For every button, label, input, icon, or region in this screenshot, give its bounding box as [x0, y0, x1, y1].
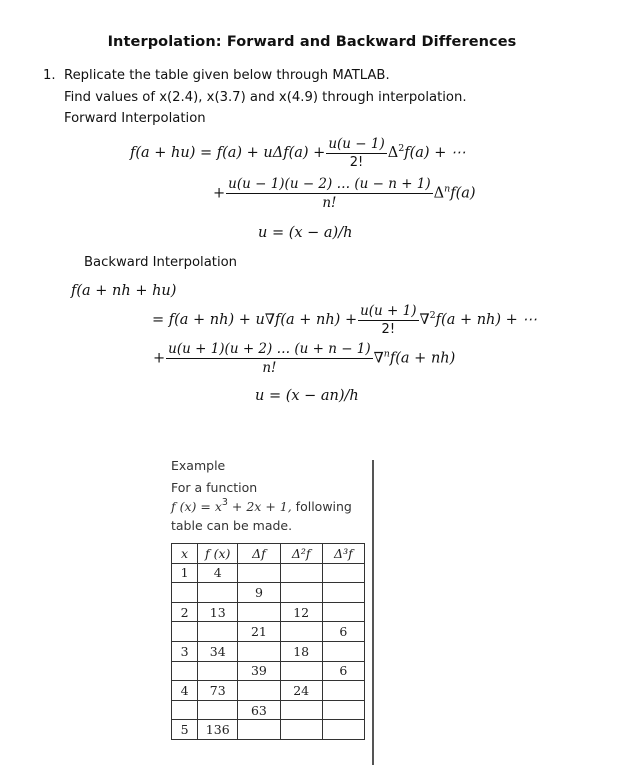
- backward-u-definition: u = (x − an)/h: [255, 388, 359, 404]
- table-cell: [322, 641, 364, 661]
- table-cell: 12: [280, 602, 322, 622]
- example-box: [171, 452, 371, 760]
- task-number: 1.: [43, 68, 56, 83]
- forward-frac2-den: n!: [226, 193, 433, 211]
- example-right-border: [372, 460, 374, 765]
- backward-line2-nabla: ∇: [373, 350, 384, 367]
- backward-line1-start: = f(a + nh) + u∇f(a + nh) +: [152, 312, 358, 328]
- table-cell: [238, 641, 280, 661]
- table-cell: [322, 681, 364, 701]
- forward-line1-delta: Δ: [387, 145, 399, 161]
- table-cell: [198, 700, 238, 720]
- table-cell: [238, 602, 280, 622]
- table-cell: 9: [238, 583, 280, 603]
- table-cell: 4: [198, 563, 238, 583]
- example-function-line: [171, 497, 371, 516]
- table-header-row: [172, 544, 365, 564]
- table-cell: 63: [238, 700, 280, 720]
- table-cell: 34: [198, 641, 238, 661]
- table-cell: 21: [238, 622, 280, 642]
- backward-frac-2: [166, 341, 373, 376]
- example-func-rest: + 2x + 1,: [227, 499, 292, 514]
- table-cell: [172, 661, 198, 681]
- difference-table-body: [172, 544, 365, 740]
- forward-formula-line-2: [213, 176, 476, 211]
- table-cell: 6: [322, 661, 364, 681]
- table-row: [172, 622, 365, 642]
- difference-table: [171, 543, 365, 740]
- table-cell: [280, 563, 322, 583]
- example-heading: Example: [171, 458, 226, 473]
- table-cell: [322, 563, 364, 583]
- forward-line1-exp: 2: [398, 143, 405, 154]
- forward-frac2-num: u(u − 1)(u − 2) … (u − n + 1): [228, 176, 431, 192]
- table-header-cell: x: [172, 544, 198, 564]
- table-cell: 5: [172, 720, 198, 740]
- forward-frac1-num: u(u − 1): [328, 136, 385, 152]
- table-row: [172, 641, 365, 661]
- table-cell: 1: [172, 563, 198, 583]
- forward-line1-lhs: f(a + hu) = f(a) + uΔf(a) +: [130, 145, 326, 161]
- forward-frac-2: [226, 176, 433, 211]
- backward-line2-exp: n: [383, 348, 390, 360]
- forward-frac-1: [326, 136, 386, 170]
- page-title: Interpolation: Forward and Backward Differences: [107, 34, 517, 50]
- table-cell: [238, 563, 280, 583]
- task-line-1: Replicate the table given below through MATLAB.: [64, 68, 390, 83]
- table-cell: 24: [280, 681, 322, 701]
- task-line-2: Find values of x(2.4), x(3.7) and x(4.9) through interpolation.: [64, 90, 467, 105]
- table-cell: [238, 720, 280, 740]
- table-cell: 13: [198, 602, 238, 622]
- table-cell: [322, 583, 364, 603]
- forward-u-definition: u = (x − a)/h: [258, 225, 353, 241]
- backward-frac1-num: u(u + 1): [360, 303, 417, 319]
- table-header-cell: Δf: [238, 544, 280, 564]
- table-cell: [322, 602, 364, 622]
- table-header-cell: Δ²f: [280, 544, 322, 564]
- table-cell: [322, 720, 364, 740]
- backward-frac1-den: 2!: [358, 320, 418, 337]
- table-cell: 6: [322, 622, 364, 642]
- table-cell: [322, 700, 364, 720]
- table-cell: [280, 583, 322, 603]
- example-line-3: table can be made.: [171, 518, 293, 533]
- forward-heading: Forward Interpolation: [64, 111, 206, 126]
- backward-heading: Backward Interpolation: [84, 255, 238, 270]
- table-row: [172, 563, 365, 583]
- forward-line1-end: f(a) + ⋯: [404, 145, 466, 161]
- table-row: [172, 681, 365, 701]
- table-row: [172, 602, 365, 622]
- table-cell: [198, 661, 238, 681]
- backward-frac2-num: u(u + 1)(u + 2) … (u + n − 1): [168, 341, 371, 357]
- forward-line2-exp: n: [444, 183, 451, 195]
- backward-frac2-den: n!: [166, 358, 373, 376]
- backward-line2-end: f(a + nh): [389, 350, 456, 367]
- backward-line1-nabla: ∇: [419, 312, 430, 328]
- example-func: f (x) = x: [171, 499, 222, 514]
- forward-line2-plus: +: [213, 185, 226, 202]
- table-cell: [280, 720, 322, 740]
- table-cell: [172, 583, 198, 603]
- table-header-cell: Δ³f: [322, 544, 364, 564]
- table-cell: 4: [172, 681, 198, 701]
- forward-frac1-den: 2!: [326, 153, 386, 170]
- table-row: [172, 720, 365, 740]
- table-cell: 18: [280, 641, 322, 661]
- table-cell: [280, 661, 322, 681]
- table-cell: [280, 700, 322, 720]
- table-cell: 2: [172, 602, 198, 622]
- backward-line1-end: f(a + nh) + ⋯: [435, 312, 537, 328]
- table-cell: 73: [198, 681, 238, 701]
- table-row: [172, 661, 365, 681]
- table-cell: 136: [198, 720, 238, 740]
- backward-formula-line-1: [152, 303, 537, 337]
- backward-line1-exp: 2: [429, 310, 436, 321]
- table-cell: [238, 681, 280, 701]
- table-row: [172, 583, 365, 603]
- example-func-after: following: [291, 499, 352, 514]
- table-header-cell: f (x): [198, 544, 238, 564]
- forward-formula-line-1: [130, 136, 465, 170]
- example-line-1: For a function: [171, 480, 258, 495]
- table-cell: [172, 622, 198, 642]
- table-cell: [198, 622, 238, 642]
- table-cell: 3: [172, 641, 198, 661]
- table-cell: [198, 583, 238, 603]
- backward-line2-plus: +: [153, 350, 166, 367]
- example-func-exp: 3: [221, 497, 228, 508]
- backward-lhs: f(a + nh + hu): [71, 283, 177, 299]
- table-cell: [280, 622, 322, 642]
- backward-frac-1: [358, 303, 418, 337]
- backward-formula-line-2: [153, 341, 455, 376]
- table-cell: [172, 700, 198, 720]
- table-row: [172, 700, 365, 720]
- table-cell: 39: [238, 661, 280, 681]
- forward-line2-delta: Δ: [433, 185, 445, 202]
- forward-line2-end: f(a): [450, 185, 476, 202]
